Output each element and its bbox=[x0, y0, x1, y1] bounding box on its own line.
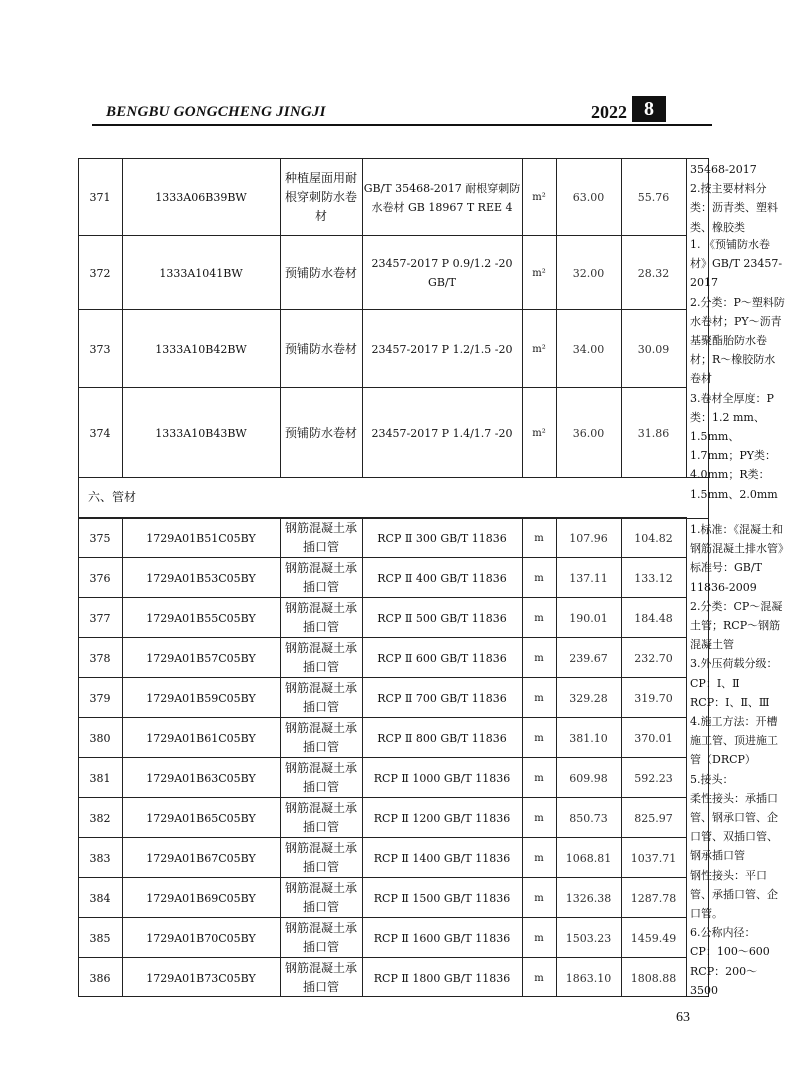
row-number: 386 bbox=[89, 971, 111, 985]
item-spec: RCP Ⅱ 800 GB/T 11836 bbox=[377, 731, 507, 745]
section-row bbox=[78, 477, 709, 519]
price-tax-excl: 370.01 bbox=[634, 731, 673, 745]
grid-line bbox=[122, 517, 123, 997]
item-unit: m² bbox=[532, 427, 546, 439]
row-number: 385 bbox=[89, 931, 111, 945]
item-spec: RCP Ⅱ 600 GB/T 11836 bbox=[377, 651, 507, 665]
item-unit: m² bbox=[532, 192, 546, 203]
item-code: 1729A01B51C05BY bbox=[146, 531, 256, 545]
item-code: 1333A1041BW bbox=[159, 266, 243, 280]
price-tax-excl: 319.70 bbox=[634, 691, 673, 705]
item-spec: RCP Ⅱ 1000 GB/T 11836 bbox=[373, 771, 511, 785]
table-row bbox=[78, 517, 686, 558]
grid-line bbox=[686, 517, 687, 997]
item-name: 钢筋混凝土承插口管 bbox=[284, 561, 357, 594]
item-code: 1729A01B53C05BY bbox=[146, 571, 256, 585]
price-tax-excl: 825.97 bbox=[634, 811, 673, 825]
price-tax-excl: 184.48 bbox=[634, 611, 673, 625]
price-tax-incl: 137.11 bbox=[569, 571, 608, 585]
price-tax-incl: 1068.81 bbox=[565, 851, 612, 865]
grid-line bbox=[556, 158, 557, 477]
grid-line bbox=[621, 517, 622, 997]
item-unit: m bbox=[534, 972, 544, 984]
item-name: 预铺防水卷材 bbox=[284, 341, 357, 356]
item-spec: RCP Ⅱ 1400 GB/T 11836 bbox=[373, 851, 511, 865]
item-name: 钢筋混凝土承插口管 bbox=[284, 521, 357, 554]
item-name: 钢筋混凝土承插口管 bbox=[284, 721, 357, 754]
row-number: 383 bbox=[89, 851, 111, 865]
grid-line bbox=[362, 158, 363, 477]
price-tax-incl: 329.28 bbox=[569, 691, 608, 705]
item-code: 1333A10B42BW bbox=[155, 342, 247, 356]
item-spec: 23457-2017 P 0.9/1.2 -20 GB/T bbox=[371, 257, 513, 289]
price-tax-excl: 1037.71 bbox=[630, 851, 677, 865]
grid-line bbox=[122, 158, 123, 477]
item-spec: 23457-2017 P 1.4/1.7 -20 bbox=[371, 426, 513, 440]
item-code: 1333A06B39BW bbox=[155, 191, 247, 204]
row-number: 374 bbox=[89, 426, 111, 440]
table-row bbox=[78, 557, 686, 598]
note-cell-b: 1. 《预铺防水卷材》GB/T 23457-2017 2.分类：P～塑料防水卷材；PY～沥青基聚酯胎防水卷材；R～橡胶防水卷材 3.卷材全厚度：P类：1.2 mm、1.5mm、1.7mm；PY类：4.0mm；R类：1.5mm、2.0mm bbox=[690, 238, 785, 501]
row-number: 371 bbox=[89, 191, 111, 204]
row-number: 375 bbox=[89, 531, 111, 545]
item-unit: m bbox=[534, 692, 544, 704]
item-unit: m bbox=[534, 732, 544, 744]
item-code: 1333A10B43BW bbox=[155, 426, 247, 440]
price-tax-incl: 36.00 bbox=[572, 426, 605, 440]
grid-line bbox=[522, 158, 523, 477]
item-code: 1729A01B55C05BY bbox=[146, 611, 256, 625]
table-row bbox=[78, 158, 686, 236]
price-tax-incl: 63.00 bbox=[572, 191, 605, 204]
item-code: 1729A01B67C05BY bbox=[146, 851, 256, 865]
table-row bbox=[78, 717, 686, 758]
item-code: 1729A01B61C05BY bbox=[146, 731, 256, 745]
item-spec: RCP Ⅱ 1800 GB/T 11836 bbox=[373, 971, 511, 985]
grid-line bbox=[686, 158, 687, 477]
price-tax-incl: 34.00 bbox=[572, 342, 605, 356]
price-tax-excl: 55.76 bbox=[637, 191, 670, 204]
price-tax-excl: 232.70 bbox=[634, 651, 673, 665]
item-name: 预铺防水卷材 bbox=[284, 265, 357, 280]
price-tax-incl: 107.96 bbox=[569, 531, 608, 545]
price-tax-excl: 28.32 bbox=[637, 266, 670, 280]
item-spec: RCP Ⅱ 500 GB/T 11836 bbox=[377, 611, 507, 625]
item-name: 钢筋混凝土承插口管 bbox=[284, 841, 357, 874]
price-tax-incl: 32.00 bbox=[572, 266, 605, 280]
item-spec: GB/T 35468-2017 耐根穿刺防水卷材 GB 18967 T REE 4 bbox=[363, 181, 521, 214]
item-spec: RCP Ⅱ 1600 GB/T 11836 bbox=[373, 931, 511, 945]
item-name: 钢筋混凝土承插口管 bbox=[284, 681, 357, 714]
row-number: 377 bbox=[89, 611, 111, 625]
table-row bbox=[78, 235, 686, 310]
row-number: 380 bbox=[89, 731, 111, 745]
section-title: 六、管材 bbox=[88, 490, 137, 504]
item-code: 1729A01B65C05BY bbox=[146, 811, 256, 825]
item-spec: RCP Ⅱ 300 GB/T 11836 bbox=[377, 531, 507, 545]
price-tax-incl: 1863.10 bbox=[565, 971, 612, 985]
item-unit: m bbox=[534, 892, 544, 904]
table-row bbox=[78, 917, 686, 958]
item-name: 钢筋混凝土承插口管 bbox=[284, 641, 357, 674]
item-unit: m bbox=[534, 932, 544, 944]
journal-year: 2022 bbox=[591, 102, 627, 122]
header-rule bbox=[92, 124, 712, 126]
price-tax-excl: 31.86 bbox=[637, 426, 670, 440]
table-row bbox=[78, 677, 686, 718]
row-number: 372 bbox=[89, 266, 111, 280]
item-code: 1729A01B57C05BY bbox=[146, 651, 256, 665]
grid-line bbox=[621, 158, 622, 477]
price-tax-excl: 1287.78 bbox=[630, 891, 677, 905]
price-table bbox=[78, 158, 785, 997]
item-name: 钢筋混凝土承插口管 bbox=[284, 961, 357, 994]
item-name: 钢筋混凝土承插口管 bbox=[284, 761, 357, 794]
price-tax-incl: 1503.23 bbox=[565, 931, 612, 945]
table-row bbox=[78, 957, 686, 998]
grid-line bbox=[280, 517, 281, 997]
row-number: 382 bbox=[89, 811, 111, 825]
item-name: 钢筋混凝土承插口管 bbox=[284, 881, 357, 914]
row-number: 373 bbox=[89, 342, 111, 356]
item-unit: m² bbox=[532, 343, 546, 355]
issue-badge: 8 bbox=[632, 96, 666, 122]
row-number: 381 bbox=[89, 771, 111, 785]
grid-line bbox=[556, 517, 557, 997]
price-tax-incl: 239.67 bbox=[569, 651, 608, 665]
price-tax-incl: 1326.38 bbox=[565, 891, 612, 905]
item-name: 钢筋混凝土承插口管 bbox=[284, 801, 357, 834]
item-unit: m bbox=[534, 612, 544, 624]
item-code: 1729A01B69C05BY bbox=[146, 891, 256, 905]
table-row bbox=[78, 309, 686, 388]
table-row bbox=[78, 387, 686, 478]
row-number: 379 bbox=[89, 691, 111, 705]
table-row bbox=[78, 797, 686, 838]
price-tax-incl: 609.98 bbox=[569, 771, 608, 785]
row-number: 378 bbox=[89, 651, 111, 665]
item-spec: RCP Ⅱ 700 GB/T 11836 bbox=[377, 691, 507, 705]
item-unit: m² bbox=[532, 267, 546, 279]
item-spec: RCP Ⅱ 1200 GB/T 11836 bbox=[373, 811, 511, 825]
item-name: 钢筋混凝土承插口管 bbox=[284, 921, 357, 954]
price-tax-excl: 592.23 bbox=[634, 771, 673, 785]
grid-line bbox=[280, 158, 281, 477]
journal-title: BENGBU GONGCHENG JINGJI bbox=[106, 104, 326, 120]
price-tax-incl: 190.01 bbox=[569, 611, 608, 625]
note-cell-a: 35468-2017 2.按主要材料分类：沥青类、塑料类、橡胶类 bbox=[690, 163, 778, 234]
item-name: 预铺防水卷材 bbox=[284, 425, 357, 440]
price-tax-excl: 1459.49 bbox=[630, 931, 677, 945]
page-number: 63 bbox=[676, 1010, 690, 1025]
row-number: 376 bbox=[89, 571, 111, 585]
item-name: 种植屋面用耐根穿刺防水卷材 bbox=[284, 171, 357, 223]
item-name: 钢筋混凝土承插口管 bbox=[284, 601, 357, 634]
price-tax-incl: 850.73 bbox=[569, 811, 608, 825]
item-unit: m bbox=[534, 572, 544, 584]
price-tax-excl: 133.12 bbox=[634, 571, 673, 585]
table-row bbox=[78, 757, 686, 798]
table-row bbox=[78, 597, 686, 638]
row-number: 384 bbox=[89, 891, 111, 905]
item-code: 1729A01B70C05BY bbox=[146, 931, 256, 945]
item-unit: m bbox=[534, 772, 544, 784]
item-unit: m bbox=[534, 812, 544, 824]
note-cell-c: 1.标准：《混凝土和钢筋混凝土排水管》标准号：GB/T 11836-2009 2.分类：CP～混凝土管；RCP～钢筋混凝土管 3.外压荷载分级： CP：Ⅰ、Ⅱ RCP：Ⅰ、Ⅱ、Ⅲ 4.施工方法：开槽施工管、顶进施工管（DRCP） 5.接头： 柔性接头：承插口管、钢承口管、企口管、双插口管、钢承插口管 钢性接头：平口管、承插口管、企口管。 6.公称内径： CP：100～600 RCP：200～3500 bbox=[690, 523, 784, 997]
table-row bbox=[78, 837, 686, 878]
grid-line bbox=[522, 517, 523, 997]
price-tax-excl: 104.82 bbox=[634, 531, 673, 545]
item-spec: RCP Ⅱ 400 GB/T 11836 bbox=[377, 571, 507, 585]
item-spec: RCP Ⅱ 1500 GB/T 11836 bbox=[373, 891, 511, 905]
item-unit: m bbox=[534, 652, 544, 664]
price-tax-excl: 1808.88 bbox=[630, 971, 677, 985]
item-spec: 23457-2017 P 1.2/1.5 -20 bbox=[371, 342, 513, 356]
grid-line bbox=[362, 517, 363, 997]
item-unit: m bbox=[534, 532, 544, 544]
table-row bbox=[78, 877, 686, 918]
item-code: 1729A01B59C05BY bbox=[146, 691, 256, 705]
table-row bbox=[78, 637, 686, 678]
price-tax-excl: 30.09 bbox=[637, 342, 670, 356]
item-code: 1729A01B63C05BY bbox=[146, 771, 256, 785]
item-code: 1729A01B73C05BY bbox=[146, 971, 256, 985]
item-unit: m bbox=[534, 852, 544, 864]
price-tax-incl: 381.10 bbox=[569, 731, 608, 745]
